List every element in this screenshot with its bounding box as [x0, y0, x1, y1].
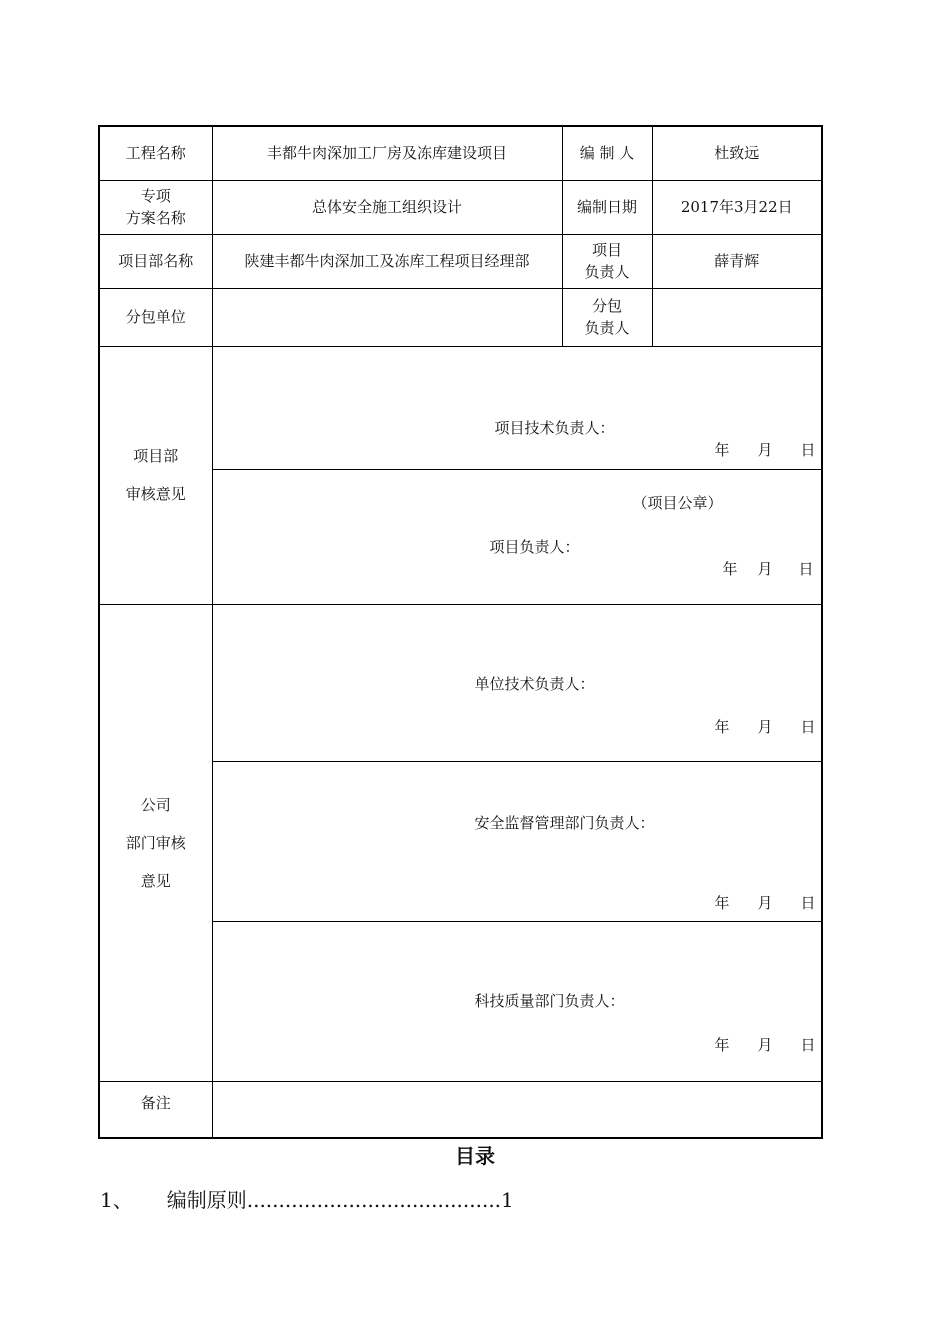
company-review-label: 公司 部门审核 意见: [99, 604, 212, 1081]
compiler-value: 杜致远: [652, 126, 822, 180]
date-line: 年 月 日: [714, 440, 816, 459]
subcontractor-lead-label: 分包 负责人: [562, 288, 652, 346]
project-lead-label: 项目 负责人: [562, 234, 652, 288]
row-project-review-1: [99, 346, 822, 469]
subcontractor-value: [212, 288, 562, 346]
row-plan-name: [99, 180, 822, 234]
date-line: 年 月 日: [714, 1035, 816, 1054]
toc-item[interactable]: [100, 1184, 514, 1213]
compile-date-value: 2017年3月22日: [652, 180, 822, 234]
project-name-label: 工程名称: [99, 126, 212, 180]
quality-lead-label: 科技质量部门负责人：: [474, 991, 625, 1010]
row-project-dept: [99, 234, 822, 288]
row-project-name: [99, 126, 822, 180]
project-tech-lead-label: 项目技术负责人：: [494, 418, 615, 437]
compile-date-label: 编制日期: [562, 180, 652, 234]
project-lead-sign-label: 项目负责人：: [489, 537, 580, 556]
toc-title: 目录: [455, 1144, 495, 1168]
date-line: 年 月 日: [722, 559, 814, 578]
plan-name-value: 总体安全施工组织设计: [212, 180, 562, 234]
row-remarks: [99, 1081, 822, 1138]
project-tech-lead-cell: [212, 346, 822, 469]
remarks-value: [212, 1081, 822, 1138]
date-line: 年 月 日: [714, 893, 816, 912]
toc-item-title: 编制原则: [166, 1188, 247, 1212]
row-company-review-1: [99, 604, 822, 761]
project-dept-value: 陕建丰都牛肉深加工及冻库工程项目经理部: [212, 234, 562, 288]
row-subcontractor: [99, 288, 822, 346]
safety-lead-label: 安全监督管理部门负责人：: [474, 813, 655, 832]
quality-lead-cell: [212, 921, 822, 1081]
toc-item-leader: ........................................: [246, 1188, 502, 1212]
project-lead-value: 薛青辉: [652, 234, 822, 288]
project-lead-sign-cell: [212, 469, 822, 604]
unit-tech-lead-cell: [212, 604, 822, 761]
subcontractor-label: 分包单位: [99, 288, 212, 346]
plan-name-label: 专项 方案名称: [99, 180, 212, 234]
project-seal-label: （项目公章）: [632, 493, 723, 512]
date-line: 年 月 日: [714, 717, 816, 736]
remarks-label: 备注: [99, 1081, 212, 1138]
subcontractor-lead-value: [652, 288, 822, 346]
toc-item-page: 1: [501, 1188, 514, 1212]
project-review-label: 项目部 审核意见: [99, 346, 212, 604]
toc-item-number: 1、: [100, 1188, 133, 1212]
safety-lead-cell: [212, 761, 822, 921]
project-name-value: 丰都牛肉深加工厂房及冻库建设项目: [212, 126, 562, 180]
project-dept-label: 项目部名称: [99, 234, 212, 288]
approval-form-table: [98, 125, 823, 1139]
unit-tech-lead-label: 单位技术负责人：: [474, 674, 595, 693]
compiler-label: 编 制 人: [562, 126, 652, 180]
